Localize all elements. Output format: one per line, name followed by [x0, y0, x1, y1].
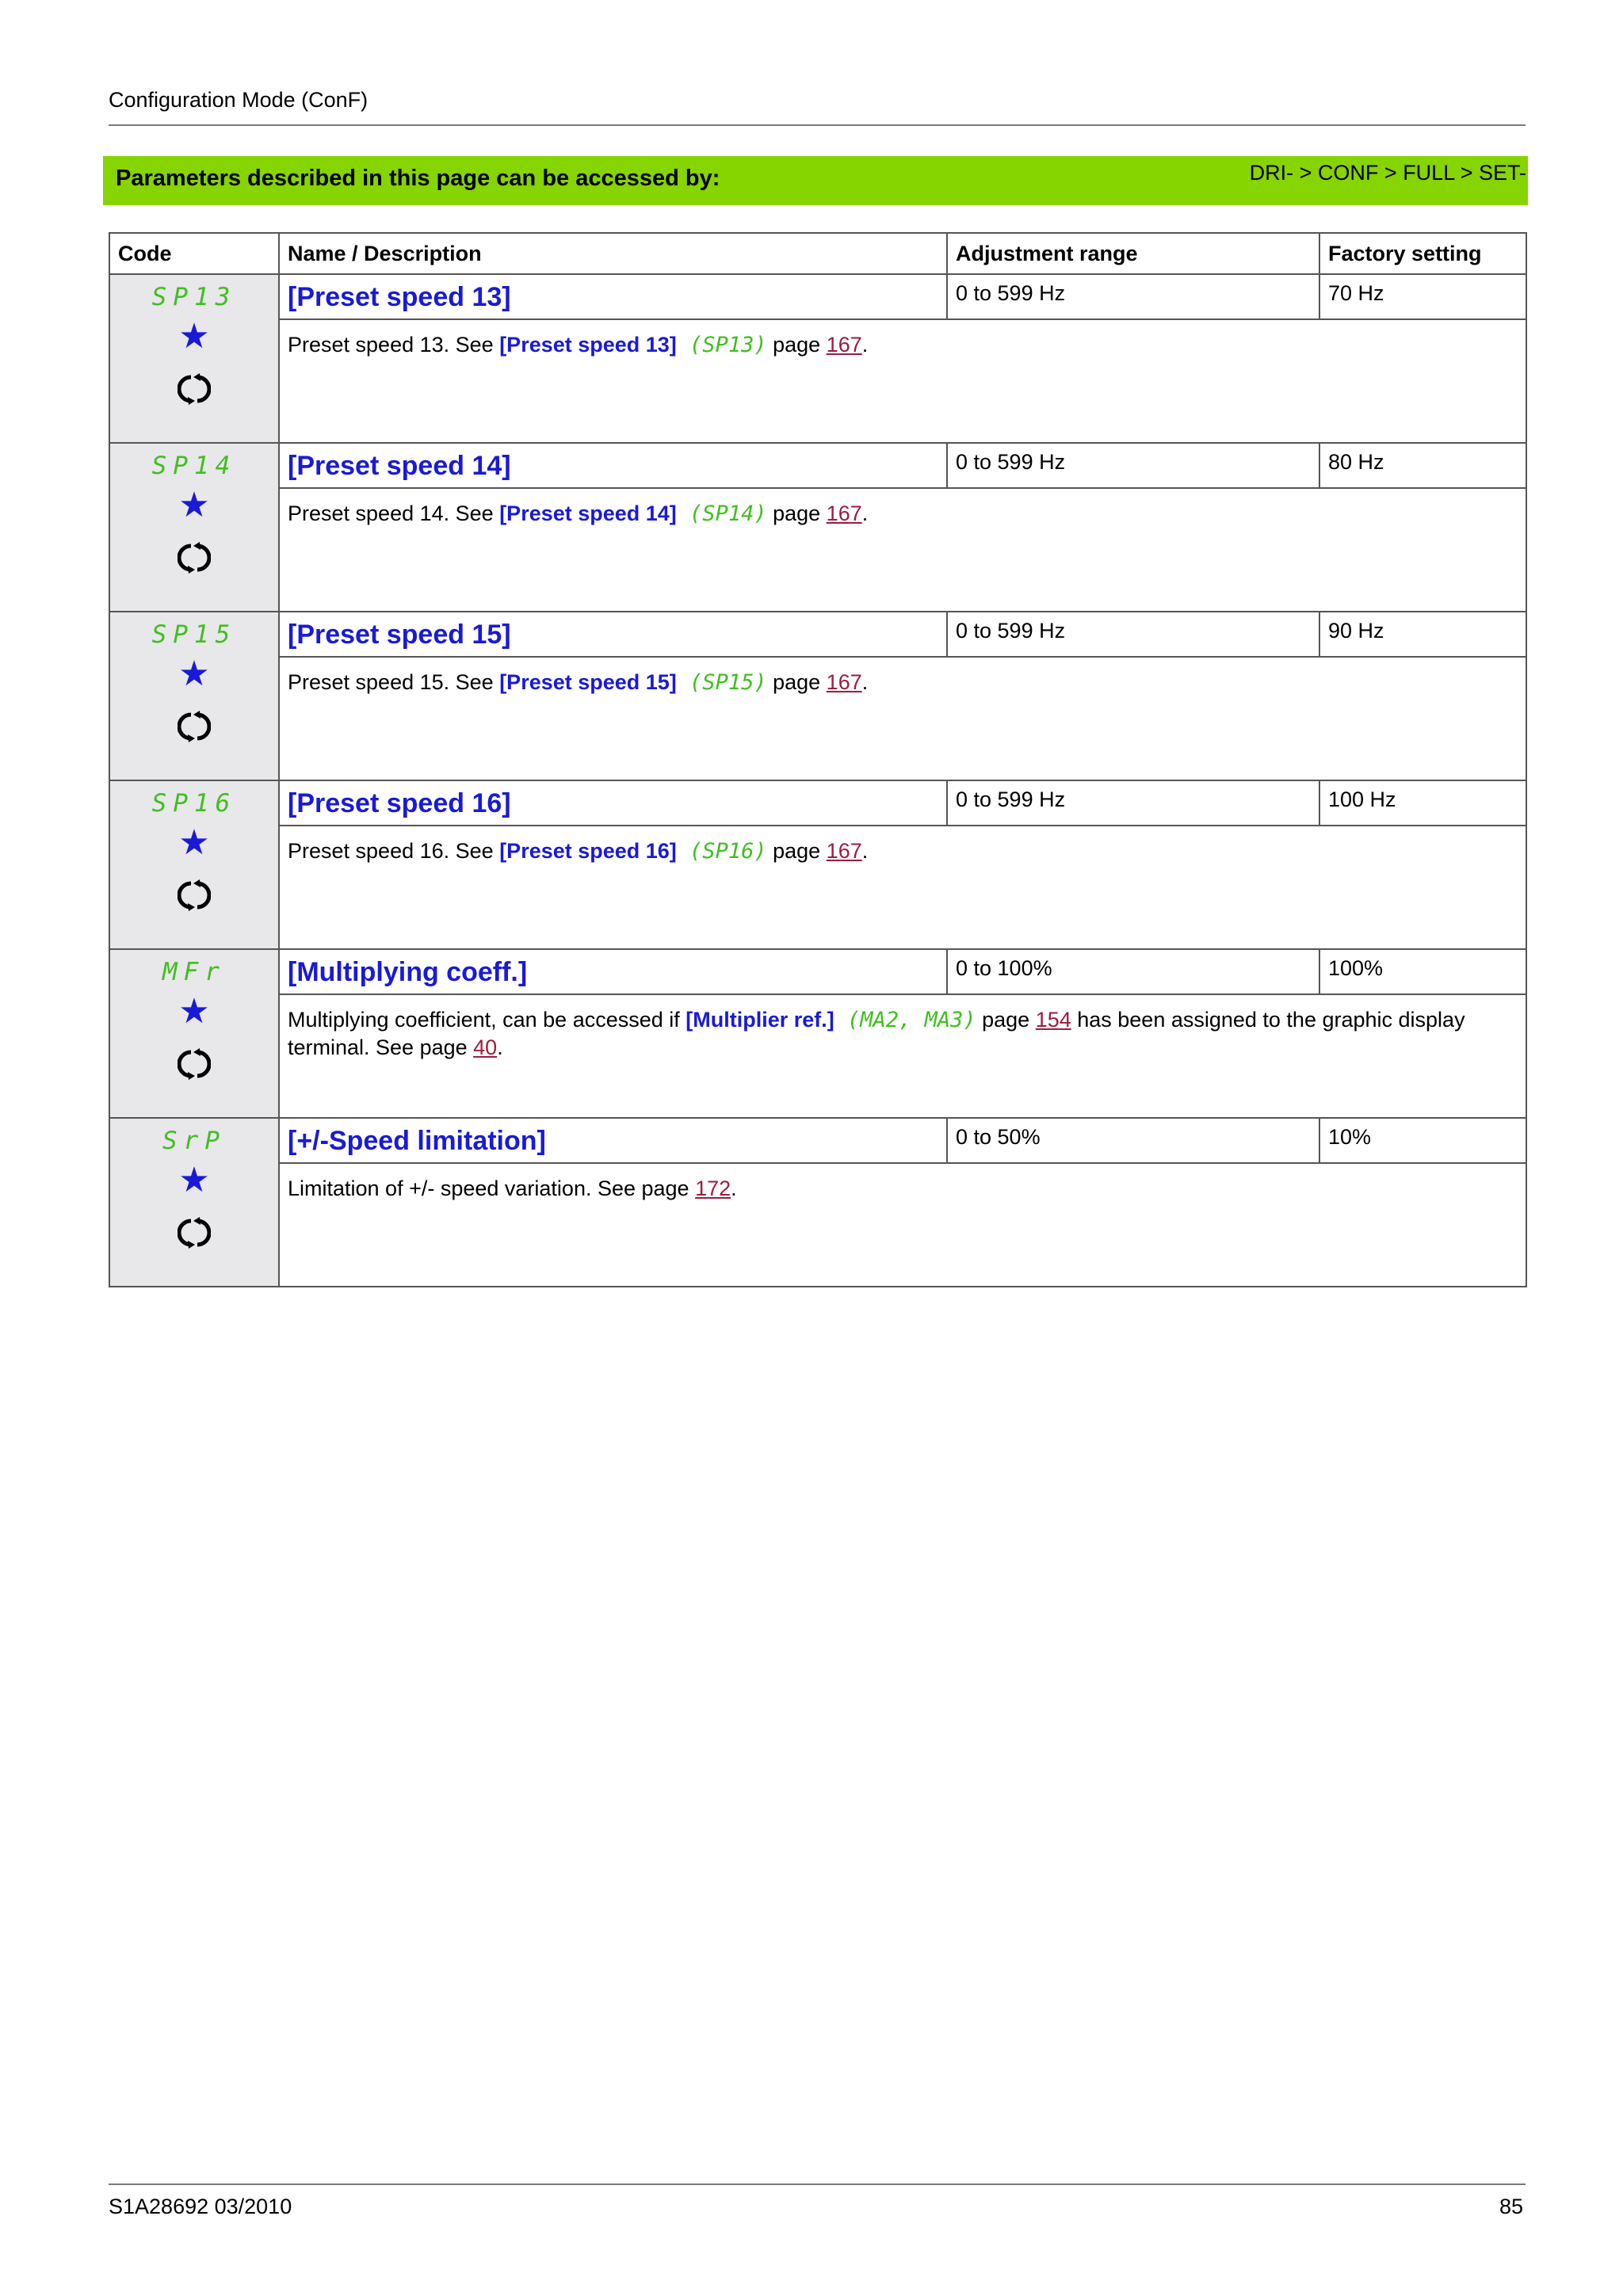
name-cell: [279, 1118, 947, 1163]
page-link[interactable]: 172: [695, 1177, 731, 1200]
page-link[interactable]: 154: [1035, 1008, 1071, 1032]
description-text: Limitation of +/- speed variation. See page: [288, 1177, 696, 1200]
star-icon: ★: [178, 486, 210, 524]
adjustment-range: 0 to 599 Hz: [947, 780, 1319, 826]
name-cell: [279, 780, 947, 826]
parameter-code: SrP: [162, 1127, 226, 1155]
description-cell: [279, 319, 1526, 443]
parameter-code: MFr: [162, 958, 226, 986]
parameter-code: SP16: [151, 789, 237, 818]
parameter-code-reference: (SP14): [676, 502, 767, 526]
parameter-description: [280, 995, 1526, 1061]
table-row-description: [109, 1163, 1526, 1287]
cycle-icon: [178, 1048, 211, 1080]
factory-setting: 100 Hz: [1319, 780, 1526, 826]
cycle-icon: [178, 879, 211, 911]
column-header-name: Name / Description: [279, 233, 947, 274]
description-cell: [279, 994, 1526, 1118]
parameter-name: [Multiplying coeff.]: [288, 957, 528, 987]
adjustment-range: 0 to 50%: [947, 1118, 1319, 1163]
description-text: Preset speed 14. See: [288, 502, 500, 525]
parameter-reference: [Preset speed 16]: [499, 839, 677, 863]
description-cell: [279, 657, 1526, 780]
description-text: .: [861, 839, 869, 863]
table-row-description: [109, 826, 1526, 949]
description-cell: [279, 1163, 1526, 1287]
page-link[interactable]: 167: [826, 839, 862, 863]
description-text: page: [766, 839, 827, 863]
description-text: page: [766, 670, 827, 694]
star-icon: ★: [178, 1161, 210, 1199]
table-row-description: [109, 657, 1526, 780]
name-cell: [279, 274, 947, 319]
parameter-description: [280, 1164, 1526, 1202]
parameter-reference: [Preset speed 15]: [499, 670, 677, 694]
parameter-code: SP14: [151, 452, 237, 480]
column-header-factory: Factory setting: [1319, 233, 1526, 274]
table-row: [109, 1118, 1526, 1163]
table-row-description: [109, 994, 1526, 1118]
description-text: page: [766, 502, 827, 525]
code-cell: [109, 1118, 279, 1287]
cycle-icon: [178, 711, 211, 742]
adjustment-range: 0 to 100%: [947, 949, 1319, 994]
parameter-code-reference: (MA2, MA3): [834, 1008, 976, 1032]
parameter-name: [Preset speed 16]: [288, 788, 511, 818]
description-text: Preset speed 15. See: [288, 670, 500, 694]
cycle-icon: [178, 373, 211, 405]
table-row-description: [109, 488, 1526, 612]
name-cell: [279, 443, 947, 488]
star-icon: ★: [178, 823, 210, 862]
parameter-code-reference: (SP16): [676, 839, 767, 864]
factory-setting: 10%: [1319, 1118, 1526, 1163]
factory-setting: 90 Hz: [1319, 612, 1526, 657]
factory-setting: 80 Hz: [1319, 443, 1526, 488]
table-row: [109, 780, 1526, 826]
code-cell: [109, 443, 279, 612]
cycle-icon: [178, 1217, 211, 1249]
parameter-name: [Preset speed 15]: [288, 620, 511, 650]
page-header-title: Configuration Mode (ConF): [109, 88, 369, 112]
table-body: [109, 274, 1526, 1287]
table-header-row: [109, 233, 1526, 274]
page-link[interactable]: 167: [826, 502, 862, 525]
column-header-code: Code: [109, 233, 279, 274]
menu-path: DRI- > CONF > FULL > SET-: [1249, 161, 1526, 185]
description-text: .: [497, 1035, 503, 1059]
adjustment-range: 0 to 599 Hz: [947, 443, 1319, 488]
column-header-range: Adjustment range: [947, 233, 1319, 274]
star-icon: ★: [178, 992, 210, 1031]
table-row: [109, 949, 1526, 994]
page-number: 85: [1499, 2195, 1523, 2218]
description-text: .: [861, 333, 869, 357]
table-row: [109, 274, 1526, 319]
name-cell: [279, 612, 947, 657]
header-divider: [109, 124, 1526, 126]
footer-divider: [109, 2183, 1526, 2185]
access-banner-text: Parameters described in this page can be accessed by:: [116, 166, 720, 191]
parameter-code-reference: (SP15): [676, 670, 767, 695]
parameter-description: [280, 826, 1526, 865]
access-banner: [103, 156, 1528, 205]
document-reference: S1A28692 03/2010: [109, 2195, 292, 2218]
name-cell: [279, 949, 947, 994]
parameter-name: [+/-Speed limitation]: [288, 1126, 546, 1156]
cycle-icon: [178, 542, 211, 574]
parameter-reference: [Multiplier ref.]: [685, 1008, 834, 1032]
adjustment-range: 0 to 599 Hz: [947, 274, 1319, 319]
parameter-reference: [Preset speed 13]: [499, 333, 677, 357]
adjustment-range: 0 to 599 Hz: [947, 612, 1319, 657]
description-text: Preset speed 16. See: [288, 839, 500, 863]
table-row-description: [109, 319, 1526, 443]
parameter-code: SP15: [151, 620, 237, 649]
page-link[interactable]: 167: [826, 333, 862, 357]
description-text: .: [731, 1177, 737, 1200]
star-icon: ★: [178, 654, 210, 693]
description-text: has been assigned to the graphic display terminal. See page: [288, 1008, 1465, 1059]
description-text: page: [766, 333, 827, 357]
factory-setting: 70 Hz: [1319, 274, 1526, 319]
code-cell: [109, 949, 279, 1118]
description-cell: [279, 826, 1526, 949]
description-cell: [279, 488, 1526, 612]
parameter-code: SP13: [151, 283, 237, 311]
page-link[interactable]: 167: [826, 670, 862, 694]
parameter-name: [Preset speed 14]: [288, 451, 511, 481]
table-row: [109, 443, 1526, 488]
parameter-name: [Preset speed 13]: [288, 282, 511, 312]
star-icon: ★: [178, 317, 210, 356]
page-link[interactable]: 40: [473, 1035, 498, 1059]
parameter-description: [280, 320, 1526, 359]
description-text: page: [976, 1008, 1036, 1032]
factory-setting: 100%: [1319, 949, 1526, 994]
description-text: .: [861, 670, 869, 694]
description-text: Preset speed 13. See: [288, 333, 500, 357]
parameter-table: [109, 232, 1527, 1287]
parameter-code-reference: (SP13): [676, 333, 767, 357]
code-cell: [109, 780, 279, 949]
table-row: [109, 612, 1526, 657]
parameter-description: [280, 489, 1526, 528]
description-text: .: [861, 502, 869, 525]
code-cell: [109, 274, 279, 443]
description-text: Multiplying coefficient, can be accessed if: [288, 1008, 686, 1032]
code-cell: [109, 612, 279, 780]
parameter-description: [280, 658, 1526, 696]
parameter-reference: [Preset speed 14]: [499, 502, 677, 525]
